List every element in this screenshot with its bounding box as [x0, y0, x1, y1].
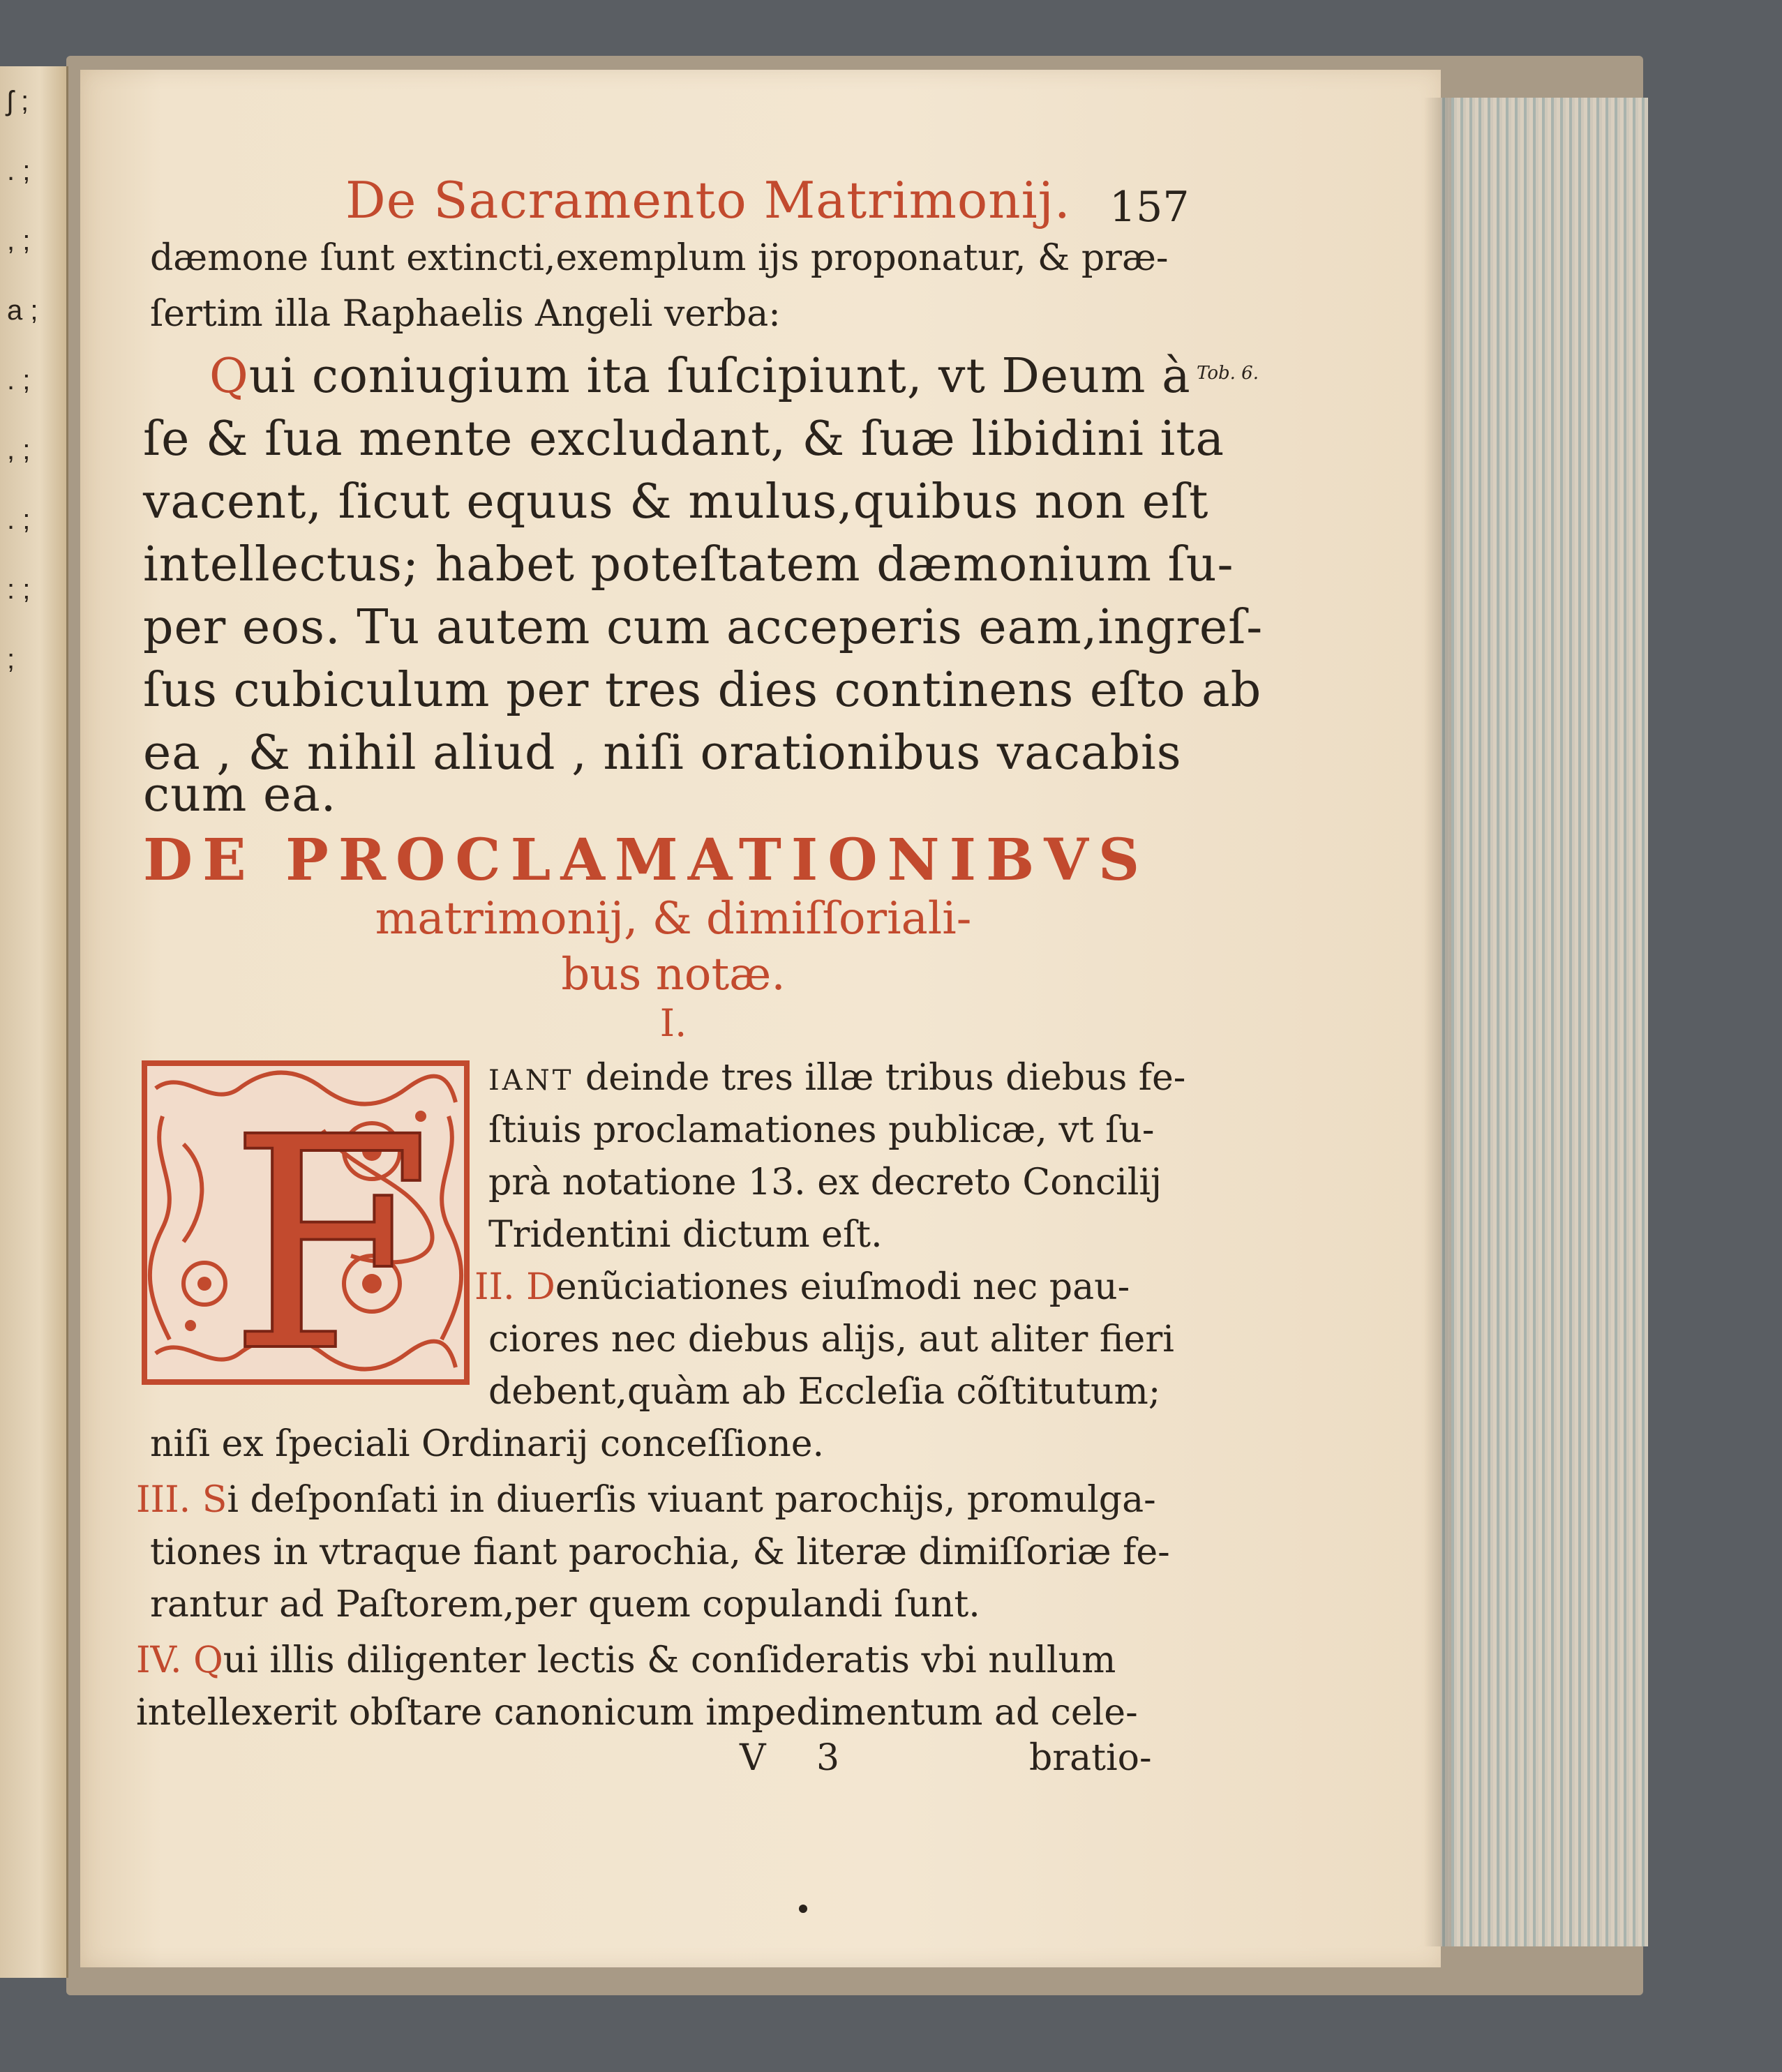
- note-number: III.: [136, 1479, 191, 1521]
- text-line: ſertim illa Raphaelis Angeli verba:: [150, 293, 781, 335]
- quote-line: ſus cubiculum per tres dies continens eſto ab: [143, 663, 1262, 718]
- quote-line: vacent, ſicut equus & mulus,quibus non eſt: [143, 474, 1209, 530]
- marginal-note: Tob. 6.: [1197, 363, 1259, 384]
- quote-line: Qui coniugium ita ſuſcipiunt, vt Deum à: [209, 349, 1191, 404]
- text-line: ſtiuis proclamationes publicæ, vt ſu-: [488, 1109, 1155, 1151]
- folio-number: 157: [1109, 183, 1190, 232]
- ink-speck: [799, 1905, 807, 1913]
- signature-number: 3: [816, 1737, 840, 1779]
- text-line: IV. Qui illis diligenter lectis & conſideratis vbi nullum: [136, 1639, 1116, 1681]
- note-number: IV.: [136, 1639, 182, 1681]
- text-line: niſi ex ſpeciali Ordinarij conceſſione.: [150, 1423, 825, 1465]
- lead-word: IANT: [488, 1065, 574, 1097]
- text-line: IANT deinde tres illæ tribus diebus fe-: [488, 1057, 1186, 1099]
- text-line: prà notatione 13. ex decreto Concilij: [488, 1162, 1162, 1203]
- note-number: II.: [474, 1266, 515, 1308]
- quote-line: ea , & nihil aliud , niſi orationibus vacabis: [143, 726, 1182, 781]
- note-number: I.: [659, 1001, 687, 1045]
- text-line: II. Denũciationes eiuſmodi nec pau-: [474, 1266, 1130, 1308]
- text-line: tiones in vtraque fiant parochia, & literæ dimiſſoriæ fe-: [150, 1531, 1170, 1573]
- text-line: debent,quàm ab Eccleſia cõſtitutum;: [488, 1371, 1161, 1413]
- section-subheading: bus notæ.: [561, 949, 786, 1000]
- text-line: intellexerit obſtare canonicum impedimentum ad cele-: [136, 1692, 1138, 1734]
- text-line: Tridentini dictum eſt.: [488, 1214, 883, 1256]
- text-line: rantur ad Paſtorem,per quem copulandi ſunt.: [150, 1584, 980, 1626]
- quote-line: ſe & ſua mente excludant, & ſuæ libidini ita: [143, 412, 1225, 467]
- quote-line: per eos. Tu autem cum acceperis eam,ingreſ-: [143, 600, 1264, 655]
- text-line: ciores nec diebus alijs, aut aliter fieri: [488, 1319, 1174, 1360]
- page-edge-shadow: [1423, 98, 1451, 1946]
- text-line: dæmone ſunt extincti,exemplum ijs proponatur, & præ-: [150, 237, 1169, 279]
- facing-page-marks: ʃ ; . ; , ; a ; . ; , ; . ; : ; ;: [7, 86, 38, 675]
- signature-mark: V: [740, 1737, 766, 1779]
- text-line: III. Si deſponſati in diuerſis viuant parochijs, promulga-: [136, 1479, 1156, 1521]
- running-head: De Sacramento Matrimonij.: [345, 171, 1071, 230]
- quote-initial: Q: [209, 349, 249, 404]
- quote-line: cum ea.: [143, 767, 337, 823]
- catchword: bratio-: [1029, 1737, 1152, 1779]
- decorated-initial: [142, 1060, 470, 1385]
- page-edges: [1437, 98, 1648, 1946]
- section-heading: DE PROCLAMATIONIBVS: [143, 827, 1150, 894]
- section-subheading: matrimonij, & dimiſſoriali-: [375, 893, 972, 945]
- initial-letter: F: [229, 1075, 433, 1385]
- quote-line: intellectus; habet poteſtatem dæmonium ſu-: [143, 537, 1234, 592]
